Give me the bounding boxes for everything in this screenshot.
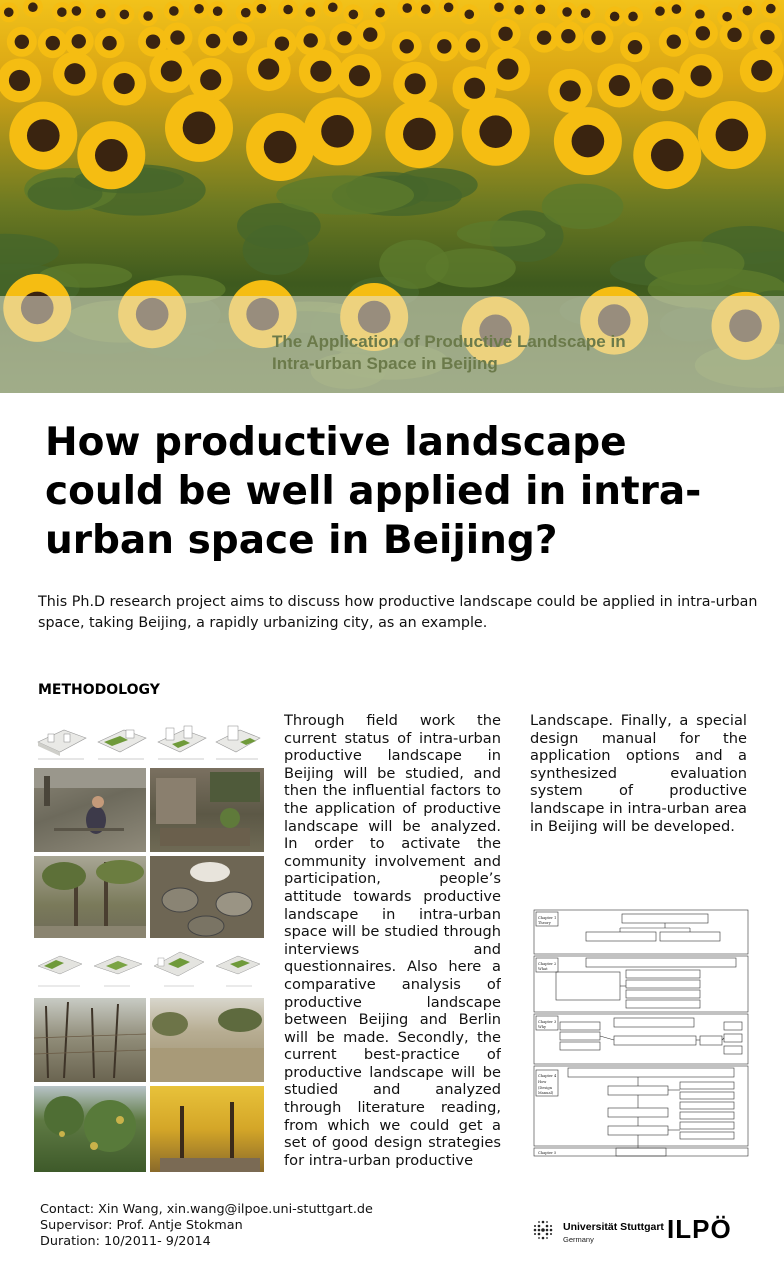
sunflower	[397, 0, 417, 18]
sunflower	[299, 49, 343, 93]
sunflower	[91, 4, 111, 24]
sunflower	[392, 31, 422, 61]
sunflower	[343, 4, 363, 24]
sunflower	[605, 6, 625, 26]
sunflower	[53, 52, 97, 96]
svg-text:Why: Why	[538, 1025, 547, 1029]
methodology-text-column-2: Landscape. Finally, a special design manual for the application options and a synthesized evaluation system of productive landscape in intra-urban area in Beijing will be developed.	[530, 712, 747, 835]
sunflower	[198, 26, 228, 56]
sunflower	[278, 0, 298, 20]
university-country: Germany	[563, 1235, 594, 1244]
sunflower	[38, 28, 68, 58]
sunflower	[688, 18, 718, 48]
hero-sunflower-photo	[0, 0, 784, 393]
methodology-text-column-1: Through field work the current status of intra-urban productive landscape in Beijing will be studied, and then the influential factors to the application of productive landscape will be analyzed. In order to activate the community involvement and participation, people’s attitude towards productive landscape in intra-urban space will be studied through interviews and questionnaires. Also here a comparative analysis of productive landscape between Beijing and Berlin will be made. Secondly, the current best-practice of productive landscape will be studied and analyzed through literature reading, from which we could get a set of good design strategies for intra-urban productive	[284, 712, 501, 1169]
sunflower	[633, 121, 701, 189]
sunflower	[0, 58, 41, 102]
sunflower	[623, 6, 643, 26]
sunflower	[737, 1, 757, 21]
svg-text:Chapter 5: Chapter 5	[538, 1151, 557, 1155]
sunflower	[458, 30, 488, 60]
sunflower	[679, 54, 723, 98]
sunflower	[509, 0, 529, 20]
sunflower	[9, 102, 77, 170]
leaf	[276, 175, 414, 215]
sunflower	[491, 19, 521, 49]
svg-text:Chapter 4: Chapter 4	[538, 1074, 557, 1078]
sunflower	[597, 64, 641, 108]
sunflower	[429, 31, 459, 61]
sunflower	[489, 0, 509, 17]
sunflower	[304, 97, 372, 165]
photo-open-field	[150, 998, 264, 1082]
sunflower	[553, 21, 583, 51]
sunflower	[620, 32, 650, 62]
sunflower	[64, 26, 94, 56]
methodology-heading: METHODOLOGY	[38, 682, 160, 698]
sunflower	[659, 27, 689, 57]
svg-text:(Design: (Design	[538, 1086, 553, 1090]
sunflower	[761, 0, 781, 19]
photo-fenced-garden	[34, 998, 146, 1082]
sunflower	[208, 1, 228, 21]
photo-fruit-tree	[34, 1086, 146, 1172]
sunflower	[7, 27, 37, 57]
sunflower	[459, 4, 479, 24]
svg-text:Chapter 1: Chapter 1	[538, 916, 557, 920]
svg-text:What: What	[538, 967, 548, 971]
plan-sketch-4	[212, 944, 264, 992]
sunflower	[557, 2, 577, 22]
sunflower	[720, 20, 750, 50]
sunflower	[385, 100, 453, 168]
sunflower	[393, 62, 437, 106]
poster-title-line-1: The Application of Productive Landscape in	[272, 332, 626, 351]
sunflower	[165, 94, 233, 162]
research-question-heading: How productive landscape could be well applied in intra-urban space in Beijing?	[45, 420, 702, 563]
sunflower	[554, 107, 622, 175]
photo-ginkgo-avenue	[150, 1086, 264, 1172]
sunflower	[247, 47, 291, 91]
svg-text:Chapter 3: Chapter 3	[538, 1020, 557, 1024]
sunflower	[337, 54, 381, 98]
sunflower	[548, 69, 592, 113]
axonometric-sketch-4	[212, 712, 264, 762]
sunflower	[246, 113, 314, 181]
institute-logo: ILPÖ	[667, 1214, 732, 1244]
sunflower	[666, 0, 686, 19]
sunflower	[416, 0, 436, 19]
leaf	[379, 240, 449, 289]
sunflower	[0, 2, 19, 22]
sunflower	[740, 48, 784, 92]
sunflower	[95, 28, 125, 58]
supervisor-line: Supervisor: Prof. Antje Stokman	[40, 1218, 243, 1233]
sunflower	[225, 23, 255, 53]
university-name: Universität Stuttgart	[563, 1221, 664, 1233]
sunflower	[189, 0, 209, 19]
intro-paragraph: This Ph.D research project aims to discuss how productive landscape could be applied in intra-urban space, taking Beijing, a rapidly urbanizing city, as an example.	[38, 594, 758, 631]
sunflower	[77, 121, 145, 189]
field-photo-trees	[34, 856, 146, 938]
duration-line: Duration: 10/2011- 9/2014	[40, 1234, 211, 1249]
sunflower	[583, 23, 613, 53]
poster-title-line-2: Intra-urban Space in Beijing	[272, 354, 498, 373]
svg-text:How: How	[538, 1080, 547, 1084]
sunflower	[323, 0, 343, 17]
sunflower	[138, 6, 158, 26]
plan-sketch-1	[34, 944, 86, 992]
sunflower	[370, 3, 390, 23]
sunflower	[300, 2, 320, 22]
svg-text:Manual): Manual)	[538, 1091, 554, 1095]
axonometric-sketch-1	[34, 712, 90, 762]
leaf	[542, 184, 624, 229]
sunflower	[752, 22, 782, 52]
sunflower	[149, 49, 193, 93]
sunflower	[576, 3, 596, 23]
axonometric-sketch-2	[94, 712, 150, 762]
sunflower	[162, 23, 192, 53]
sunflower	[355, 20, 385, 50]
contact-line[interactable]: Contact: Xin Wang, xin.wang@ilpoe.uni-stuttgart.de	[40, 1202, 373, 1217]
sunflower	[23, 0, 43, 17]
sunflower	[66, 1, 86, 21]
sunflower	[641, 67, 685, 111]
contact-info	[40, 1202, 373, 1250]
axonometric-sketch-3	[154, 712, 210, 762]
plan-sketch-2	[90, 944, 146, 992]
svg-text:Theory: Theory	[538, 921, 551, 925]
sunflower	[698, 101, 766, 169]
sunflower	[439, 0, 459, 17]
sunflower	[462, 98, 530, 166]
research-framework-diagram	[532, 908, 750, 1158]
sunflower	[102, 62, 146, 106]
sunflower	[486, 47, 530, 91]
field-photo-courtyard	[150, 768, 264, 852]
field-photo-gardening	[34, 768, 146, 852]
sunflower	[164, 1, 184, 21]
svg-text:Chapter 2: Chapter 2	[538, 962, 557, 966]
leaf	[457, 221, 546, 247]
methodology-image-collage	[34, 712, 264, 1172]
field-photo-planters	[150, 856, 264, 938]
sunflower	[114, 4, 134, 24]
sunflower	[329, 23, 359, 53]
sunflower	[530, 0, 550, 19]
poster-title	[272, 331, 712, 375]
plan-sketch-3	[150, 944, 208, 992]
